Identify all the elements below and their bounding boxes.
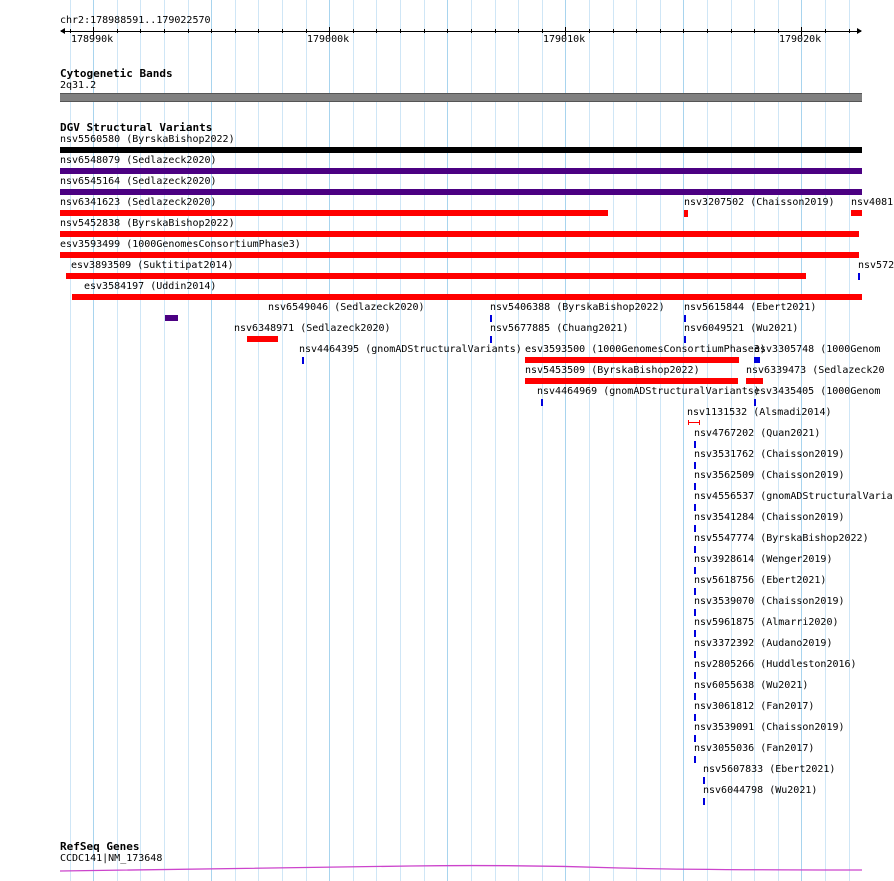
locus-label: chr2:178988591..179022570 xyxy=(60,15,211,26)
sv-feature[interactable] xyxy=(694,483,696,490)
ruler-minor-tick xyxy=(400,29,401,33)
ruler-minor-tick xyxy=(376,29,377,33)
sv-feature[interactable] xyxy=(684,336,686,343)
ruler-left-arrow[interactable] xyxy=(60,28,65,34)
sv-feature[interactable] xyxy=(302,357,304,364)
sv-feature[interactable] xyxy=(694,462,696,469)
sv-feature[interactable] xyxy=(694,693,696,700)
ruler-minor-tick xyxy=(589,29,590,33)
ruler-minor-tick xyxy=(542,29,543,33)
sv-feature[interactable] xyxy=(703,777,705,784)
sv-feature[interactable] xyxy=(694,588,696,595)
sv-feature[interactable] xyxy=(490,315,492,322)
grid-line xyxy=(825,0,826,881)
grid-line xyxy=(589,0,590,881)
ruler-minor-tick xyxy=(353,29,354,33)
sv-label: nsv5618756 (Ebert2021) xyxy=(694,575,827,586)
ruler-minor-tick xyxy=(825,29,826,33)
grid-line xyxy=(258,0,259,881)
sv-label: nsv3541284 (Chaisson2019) xyxy=(694,512,845,523)
sv-feature-cap xyxy=(699,420,700,425)
grid-line xyxy=(683,0,684,881)
grid-line xyxy=(518,0,519,881)
sv-label: nsv4081 xyxy=(851,197,894,208)
ruler-minor-tick xyxy=(660,29,661,33)
grid-line xyxy=(613,0,614,881)
sv-feature[interactable] xyxy=(694,672,696,679)
sv-label: nsv4767202 (Quan2021) xyxy=(694,428,821,439)
sv-feature[interactable] xyxy=(694,630,696,637)
cyto-track-title: Cytogenetic Bands xyxy=(60,67,173,80)
grid-line xyxy=(424,0,425,881)
grid-line xyxy=(329,0,330,881)
sv-feature[interactable] xyxy=(746,378,763,384)
ruler-tick-label: 179010k xyxy=(543,34,586,45)
cytoband-2q31-2[interactable] xyxy=(60,93,862,102)
grid-line xyxy=(565,0,566,881)
ruler-minor-tick xyxy=(282,29,283,33)
sv-feature[interactable] xyxy=(525,378,738,384)
sv-label: nsv6548079 (Sedlazeck2020) xyxy=(60,155,217,166)
sv-feature[interactable] xyxy=(66,273,806,279)
sv-label: nsv3207502 (Chaisson2019) xyxy=(684,197,835,208)
sv-label: esv3593500 (1000GenomesConsortiumPhase3) xyxy=(525,344,766,355)
sv-feature[interactable] xyxy=(60,210,608,216)
sv-feature[interactable] xyxy=(754,357,760,363)
grid-line xyxy=(376,0,377,881)
gene-ccdc141-model[interactable] xyxy=(60,866,862,871)
sv-feature[interactable] xyxy=(694,567,696,574)
sv-label: nsv3539091 (Chaisson2019) xyxy=(694,722,845,733)
sv-label: esv3435405 (1000Genom xyxy=(754,386,881,397)
ruler-minor-tick xyxy=(235,29,236,33)
ruler-right-arrow[interactable] xyxy=(857,28,862,34)
sv-label: nsv6044798 (Wu2021) xyxy=(703,785,818,796)
sv-label: nsv5452838 (ByrskaBishop2022) xyxy=(60,218,235,229)
sv-label: nsv3928614 (Wenger2019) xyxy=(694,554,833,565)
sv-feature[interactable] xyxy=(694,546,696,553)
grid-line xyxy=(636,0,637,881)
ruler-minor-tick xyxy=(707,29,708,33)
sv-label: nsv2805266 (Huddleston2016) xyxy=(694,659,857,670)
sv-feature[interactable] xyxy=(541,399,543,406)
sv-feature[interactable] xyxy=(684,210,688,217)
ruler-tick-label: 179000k xyxy=(307,34,350,45)
sv-feature[interactable] xyxy=(684,315,686,322)
sv-feature[interactable] xyxy=(703,798,705,805)
sv-label: nsv572 xyxy=(858,260,894,271)
grid-line xyxy=(495,0,496,881)
sv-label: nsv6348971 (Sedlazeck2020) xyxy=(234,323,391,334)
sv-feature[interactable] xyxy=(165,315,178,321)
sv-label: nsv5547774 (ByrskaBishop2022) xyxy=(694,533,869,544)
sv-feature[interactable] xyxy=(754,399,756,406)
sv-feature[interactable] xyxy=(60,168,862,174)
sv-label: nsv3531762 (Chaisson2019) xyxy=(694,449,845,460)
sv-label: nsv6549046 (Sedlazeck2020) xyxy=(268,302,425,313)
dgv-track-title: DGV Structural Variants xyxy=(60,121,213,134)
grid-line xyxy=(282,0,283,881)
sv-label: nsv5615844 (Ebert2021) xyxy=(684,302,817,313)
ruler-minor-tick xyxy=(164,29,165,33)
ruler-minor-tick xyxy=(731,29,732,33)
grid-line xyxy=(447,0,448,881)
ruler-minor-tick xyxy=(471,29,472,33)
sv-label: nsv3372392 (Audano2019) xyxy=(694,638,833,649)
sv-label: nsv6339473 (Sedlazeck20 xyxy=(746,365,885,376)
grid-line xyxy=(306,0,307,881)
sv-label: nsv6341623 (Sedlazeck2020) xyxy=(60,197,217,208)
ruler-minor-tick xyxy=(495,29,496,33)
sv-label: nsv6055638 (Wu2021) xyxy=(694,680,809,691)
sv-label: nsv6049521 (Wu2021) xyxy=(684,323,799,334)
sv-label: nsv3539070 (Chaisson2019) xyxy=(694,596,845,607)
ruler-minor-tick xyxy=(70,29,71,33)
ruler-tick-label: 178990k xyxy=(71,34,114,45)
sv-label: nsv5406388 (ByrskaBishop2022) xyxy=(490,302,665,313)
sv-label: nsv4464969 (gnomADStructuralVariants) xyxy=(537,386,760,397)
sv-feature[interactable] xyxy=(525,357,739,363)
sv-label: nsv3055036 (Fan2017) xyxy=(694,743,815,754)
sv-label: nsv4556537 (gnomADStructuralVaria xyxy=(694,491,893,502)
grid-line xyxy=(400,0,401,881)
ruler-minor-tick xyxy=(636,29,637,33)
sv-feature[interactable] xyxy=(60,189,862,195)
ruler-tick-label: 179020k xyxy=(779,34,822,45)
sv-label: nsv3061812 (Fan2017) xyxy=(694,701,815,712)
ruler-minor-tick xyxy=(754,29,755,33)
sv-feature[interactable] xyxy=(60,147,862,153)
sv-label: nsv5961875 (Almarri2020) xyxy=(694,617,839,628)
grid-line xyxy=(542,0,543,881)
sv-label: nsv6545164 (Sedlazeck2020) xyxy=(60,176,217,187)
sv-label: nsv5677885 (Chuang2021) xyxy=(490,323,629,334)
sv-label: esv3584197 (Uddin2014) xyxy=(84,281,217,292)
sv-label: nsv4464395 (gnomADStructuralVariants) xyxy=(299,344,522,355)
sv-feature[interactable] xyxy=(694,525,696,532)
sv-feature[interactable] xyxy=(72,294,862,300)
ruler-minor-tick xyxy=(778,29,779,33)
sv-label: nsv5453509 (ByrskaBishop2022) xyxy=(525,365,700,376)
ruler-minor-tick xyxy=(849,29,850,33)
ruler-minor-tick xyxy=(117,29,118,33)
sv-label: nsv5560580 (ByrskaBishop2022) xyxy=(60,134,235,145)
band-label: 2q31.2 xyxy=(60,80,97,91)
ruler-minor-tick xyxy=(424,29,425,33)
ruler-minor-tick xyxy=(613,29,614,33)
refseq-track-title: RefSeq Genes xyxy=(60,840,140,853)
grid-line xyxy=(660,0,661,881)
grid-line xyxy=(353,0,354,881)
sv-label: esv3305748 (1000Genom xyxy=(754,344,881,355)
sv-feature-cap xyxy=(688,420,689,425)
sv-label: esv3593499 (1000GenomesConsortiumPhase3) xyxy=(60,239,301,250)
ruler-minor-tick xyxy=(518,29,519,33)
ruler-minor-tick xyxy=(211,29,212,33)
sv-label: esv3893509 (Suktitipat2014) xyxy=(71,260,234,271)
grid-line xyxy=(849,0,850,881)
ruler-minor-tick xyxy=(188,29,189,33)
sv-feature[interactable] xyxy=(694,756,696,763)
sv-feature[interactable] xyxy=(694,651,696,658)
sv-feature[interactable] xyxy=(247,336,278,342)
gene-label: CCDC141|NM_173648 xyxy=(60,853,163,864)
sv-feature[interactable] xyxy=(694,609,696,616)
ruler-minor-tick xyxy=(683,29,684,33)
ruler-axis[interactable] xyxy=(61,31,861,32)
sv-feature[interactable] xyxy=(851,210,862,216)
sv-feature[interactable] xyxy=(694,441,696,448)
ruler-minor-tick xyxy=(447,29,448,33)
sv-label: nsv5607833 (Ebert2021) xyxy=(703,764,836,775)
sv-label: nsv1131532 (Alsmadi2014) xyxy=(687,407,832,418)
sv-feature[interactable] xyxy=(60,231,859,237)
sv-feature[interactable] xyxy=(60,252,859,258)
sv-feature[interactable] xyxy=(694,504,696,511)
ruler-minor-tick xyxy=(258,29,259,33)
grid-line xyxy=(235,0,236,881)
ruler-minor-tick xyxy=(140,29,141,33)
sv-feature[interactable] xyxy=(694,735,696,742)
sv-feature[interactable] xyxy=(858,273,860,280)
sv-label: nsv3562509 (Chaisson2019) xyxy=(694,470,845,481)
grid-line xyxy=(471,0,472,881)
ruler-minor-tick xyxy=(306,29,307,33)
sv-feature[interactable] xyxy=(490,336,492,343)
sv-feature[interactable] xyxy=(694,714,696,721)
